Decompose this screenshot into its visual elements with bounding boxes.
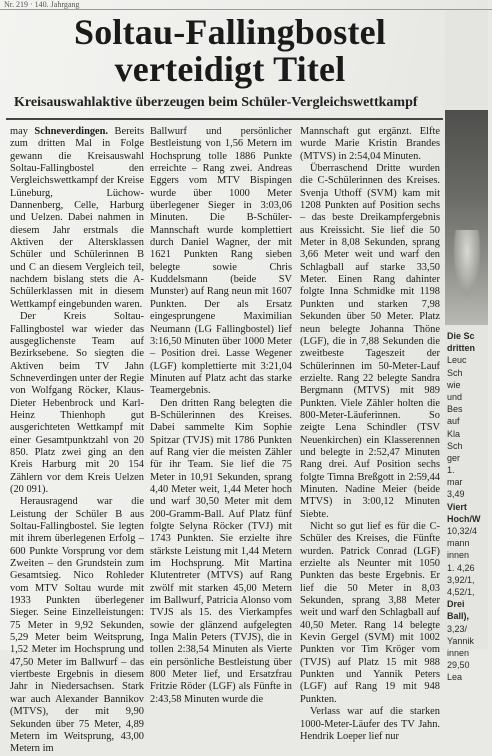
headline [10,14,450,88]
side-line: Ball), [447,611,470,622]
side-line: Drei [447,599,465,610]
side-line: 1. [447,465,455,476]
paragraph: Herausragend war die Leistung der Schüler B aus Soltau-Fallingbostel. Sie legten mit ihrem überlegenen Erfolg – 600 Punkte Vorsprung vor dem Zweiten – den Grundstein zum Gesamtsieg. Nico Rohleder vom MTV Soltau wurde mit 1933 Punkten überlegener Sieger. Seine Einzelleistungen: 75 Meter in 9,92 Sekunden, 5,29 Meter beim Weitsprung, 1,52 Meter im Hochsprung und 47,50 Meter im Ballwurf – das viertbeste Ergebnis in diesem Jahr in Niedersachsen. Stark war auch Alexander Bannikov (MTVS), der mit 9,90 Sekunden über 75 Meter, 4,89 Metern im Weitsprung, 43,00 Metern im [10,496,144,755]
headline-rule [6,118,443,120]
side-line: Bes [447,404,463,415]
article-photo [445,110,488,325]
side-line: Sch [447,367,463,378]
article-column-3 [300,126,440,742]
side-line: innen [447,647,470,658]
paragraph: Ballwurf und persönlicher Bestleistung von 1,56 Metern im Hochsprung tolle 1886 Punkte erreichte – Rang zwei. Andreas Eggers vom MTV Bispingen wurde über 1000 Meter überlegener Sieger in 3:03,06 Minuten. Die B-Schüler-Mannschaft wurde komplettiert durch Daniel Wagner, der mit 1621 Punkten Rang sieben belegte sowie Chris Kuddelsmann (beide SV Munster) auf Rang neun mit 1607 Punkten. Der als Ersatz eingesprungene Maximilian Neumann (LG Fallingbostel) lief 3:16,50 Minuten über 1000 Meter – Position drei. Lasse Wegener (LGF) komplettierte mit 3:21,04 Minuten auf Platz acht das starke Teamergebnis. [150,126,292,397]
headline-line-1: Soltau-Fallingbostel [73,12,387,52]
adjacent-article-text [447,330,488,683]
paragraph: Verlass war auf die starken 1000-Meter-Läufer des TV Jahn. Hendrik Loeper lief nur [300,706,440,742]
side-line: mann [447,538,470,549]
side-line: auf [447,416,460,427]
side-line: Lea [447,672,463,683]
side-line: Sch [447,440,463,451]
article-column-1 [10,126,144,755]
paragraph: Mannschaft gut ergänzt. Elfte wurde Marie Kristin Brandes (MTVS) in 2:54,04 Minuten. [300,126,440,162]
paragraph: Überraschend Dritte wurden die C-Schülerinnen des Kreises. Svenja Uthoff (SVM) kam mit 1208 Punkten auf Position sechs – das beste Dreikampfergebnis aus Kreissicht. Sie lief die 50 Meter in 8,08 Sekunden, sprang 3,66 Meter weit und warf den Schlagball auf starke 33,50 Meter. Einen Rang dahinter folgte Inna Schmidke mit 1198 Punkten und starken 7,98 Sekunden über 50 Meter. Platz neun belegte Johanna Thöne (LGF), die in 7,88 Sekunden die zweitbeste Tageszeit der Schülerinnen im 50-Meter-Lauf erzielte. Rang 22 belegte Sandra Bergmann (MTVS) mit 989 Punkten. Viele Zähler holten die 800-Meter-Läuferinnen. So zeigte Lena Schindler (TSV Neuenkirchen) ein Klasserennen und belegte in 2:52,47 Minuten Rang drei. Auf Position sechs folgte Timna Breßgott in 2:59,44 Minuten. Nadine Meier (beide MTVS) in 3:00,12 Minuten Siebte. [300,163,440,520]
paragraph: Den dritten Rang belegten die B-Schülerinnen des Kreises. Dabei sammelte Kim Sophie Spitzar (TVJS) mit 1786 Punkten auf Rang vier die meisten Zähler für ihr Team. Sie lief die 75 Meter in 10,91 Sekunden, sprang 4,40 Meter weit, 1,44 Meter hoch und warf 30,50 Meter mit dem 200-Gramm-Ball. Auf Platz fünf folgte Selyna Röcker (TVJ) mit 1743 Punkten. Sie erzielte ihre stärkste Leistung mit 1,44 Metern im Hochsprung. Mit Martina Klutentreter (MTVS) auf Rang zwölf mit starken 45,00 Metern im Ballwurf, Patricia Alonso vom TVJS als 15. des Vierkampfes sowie der glänzend aufgelegten Inga Malin Peters (TVJS), die in tollen 2:38,54 Minuten als Vierte ein persönliche Bestleistung über 800 Meter lief, und Ersatzfrau Fritzie Röder (LGF) als Fünfte in 2:43,58 Minuten wurde die [150,397,292,705]
side-line: 4,52/1, [447,586,475,597]
side-line: 3,92/1, [447,574,475,585]
paragraph [10,126,144,311]
side-line: ger [447,452,461,463]
paragraph: Nicht so gut lief es für die C-Schüler des Kreises, die Fünfte wurden. Patrick Conrad (LGF) erzielte als Neunter mit 1050 Punkten das beste Ergebnis. Er lief die 50 Meter in 8,03 Sekunden, sprang 3,88 Meter weit und warf den Schlagball auf 40,50 Meter. Rang 14 belegte Kevin Gergel (SVM) mit 1002 Punkten vor Tim Kröger vom (TVJS) auf Platz 15 mit 988 Punkten und Yannik Peters (LGF) auf Rang 19 mit 948 Punkten. [300,521,440,705]
side-line: Viert [447,501,467,512]
side-line: Hoch/W [447,513,481,524]
headline-line-2: verteidigt Titel [114,49,346,89]
issue-line: Nr. 219 · 140. Jahrgang [0,0,492,10]
subheadline: Kreisauswahlaktive überzeugen beim Schüler-Vergleichswettkampf [14,95,418,110]
article-column-2 [150,126,292,705]
side-line: Leuc [447,355,467,366]
paragraph-text: Bereits zum dritten Mal in Folge gewann die Kreisauswahl Soltau-Fallingbostel den Vergleichswettkampf der Kreise Lüneburg, Lüchow-Dannenberg, Celle, Harburg und Uelzen. Dabei nahmen in diesem Jahr erstmals die Aktiven der Altersklassen Schüler und Schülerinnen B und C an diesem Vergleich teil, nachdem bislang stets die A-Schülerklassen mit in diesem Wettkampf eingebunden waren. [10,126,144,310]
photo-caption: Die Sc [447,331,475,341]
side-line: 29,50 [447,660,470,671]
side-line: mar [447,477,463,488]
side-line: Kla [447,428,461,439]
side-line: und [447,391,463,402]
side-line: wie [447,379,461,390]
side-line: 3,49 [447,489,465,500]
author-prefix: may [10,126,28,137]
side-line: 1. 4,26 [447,562,475,573]
photo-caption-line: dritten [447,343,475,354]
paragraph: Der Kreis Soltau-Fallingbostel war wieder das ausgeglichenste Team auf Bezirksebene. So siegten die Aktiven beim TV Jahn Schneverdingen unter der Regie von Wolfgang Röcker, Klaus-Dieter Hebenbrock und Karl-Heinz Thienhoph gut ausgerichteten Wettkampf mit einer Gesamtpunktzahl von 20 850. Platz zwei ging an den Kreis Harburg mit 20 154 Zählern vor dem Kreis Uelzen (20 091). [10,311,144,495]
side-line: 10,32/4 [447,526,478,536]
dateline: Schneverdingen. [34,126,109,137]
side-line: innen [447,550,470,561]
side-line: 3,23/ [447,623,468,634]
side-line: Yannik [447,635,474,646]
athlete-figure [453,230,481,300]
